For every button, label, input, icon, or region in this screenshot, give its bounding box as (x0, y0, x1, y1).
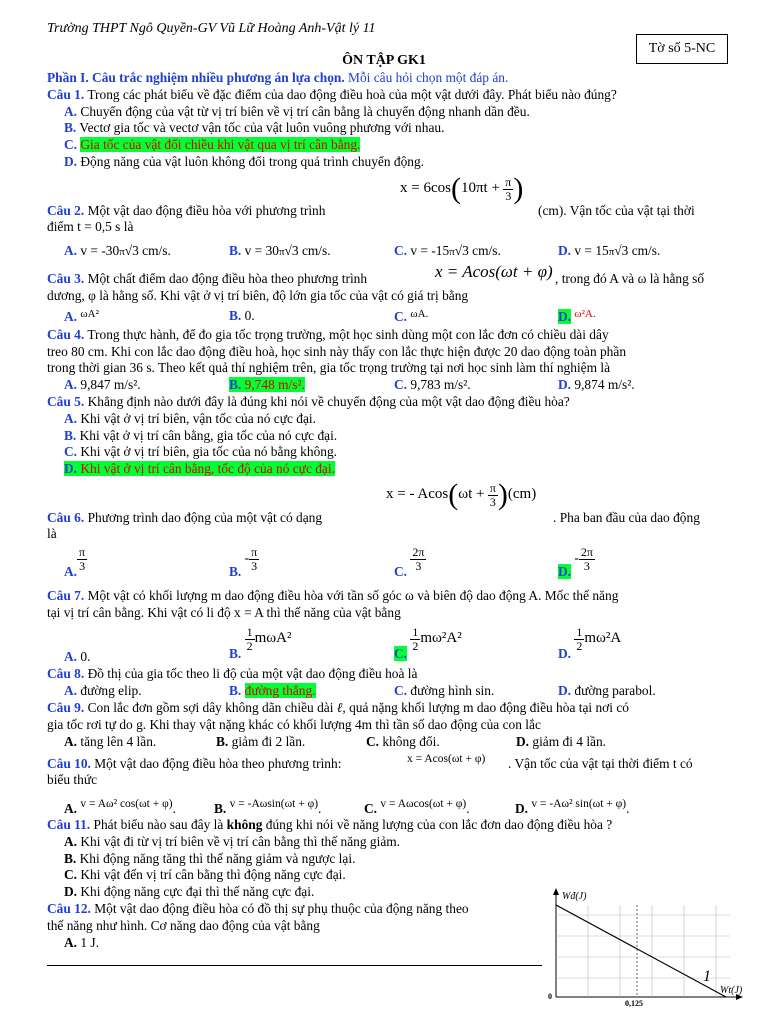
graph-corner-value: 1 (703, 968, 711, 985)
q11-option-d[interactable]: D. Khi động năng cực đại thì thế năng cực đại. (64, 884, 315, 899)
q1-option-b[interactable]: B. Vectơ gia tốc và vectơ vận tốc của vật luôn vuông phương với nhau. (64, 120, 445, 135)
q7-option-b[interactable]: B. $\frac{1}{2}$ mωA² (229, 625, 292, 662)
q3-stem-after: , trong đó A và ω là hằng số (555, 271, 705, 286)
q3-equation: x = Acos(ωt + φ) (435, 262, 553, 281)
q4-option-d[interactable]: D. 9,874 m/s². (558, 377, 635, 392)
q3-option-b[interactable]: B. 0. (229, 308, 255, 323)
graph-y-label: Wđ(J) (562, 891, 587, 902)
q3-stem-line2: dương, φ là hằng số. Khi vật ở vị trí biên, độ lớn gia tốc của vật có giá trị bằng (47, 288, 469, 303)
q12-graph (540, 885, 750, 1010)
q6-equation: x = - Acos(ωt + $\frac{\pi}{3}$ )(cm) (386, 478, 537, 511)
q9-option-b[interactable]: B. giảm đi 2 lần. (216, 734, 306, 749)
q8-option-d[interactable]: D. đường parabol. (558, 683, 656, 698)
q2-stem: Câu 2. Một vật dao động điều hòa với phương trình (47, 203, 326, 218)
q4-stem-line2: treo 80 cm. Khi con lắc dao động điều hoà, học sinh này thấy con lắc thực hiện được 20 dao động toàn phần (47, 344, 627, 359)
q2-equation: x = 6cos(10πt + $\frac{\pi}{3}$ ) (400, 172, 524, 205)
q10-option-d[interactable]: D. v = -Aω² sin(ωt + φ). (515, 798, 630, 816)
q5-option-d[interactable]: D. Khi vật ở vị trí cân bằng, tốc độ của nó cực đại. (64, 461, 335, 476)
q3-option-d[interactable]: D. $^{\omega^2A.}$ (558, 308, 596, 324)
q12-stem: Câu 12. Một vật dao động điều hòa có đồ thị sự phụ thuộc của động năng theo (47, 901, 469, 916)
part1-heading: Phần I. Câu trắc nghiệm nhiều phương án lựa chọn. Mỗi câu hỏi chọn một đáp án. (47, 70, 509, 85)
graph-line (556, 905, 726, 997)
q4-stem-line3: trong thời gian 36 s. Theo kết quả thí nghiệm trên, gia tốc trọng trường tại nơi học sinh làm thí nghiệm là (47, 360, 611, 375)
q7-stem: Câu 7. Một vật có khối lượng m dao động điều hòa với tần số góc ω và biên độ dao động A. Mốc thế năng (47, 588, 619, 603)
q8-option-b[interactable]: B. đường thẳng. (229, 683, 316, 698)
q10-option-a[interactable]: A. v = Aω² cos(ωt + φ). (64, 798, 176, 816)
q7-option-d[interactable]: D. $\frac{1}{2}$ mω²A (558, 625, 622, 662)
q11-option-a[interactable]: A. Khi vật đi từ vị trí biên về vị trí cân bằng thì thế năng giảm. (64, 834, 401, 849)
q5-stem: Câu 5. Khẳng định nào dưới đây là đúng khi nói về chuyển động của một vật dao động điều hòa? (47, 394, 570, 409)
q10-equation: x = Acos(ωt + φ) (407, 753, 486, 765)
q10-option-c[interactable]: C. v = Aωcos(ωt + φ). (364, 798, 470, 816)
q3-stem: Câu 3. Một chất điểm dao động điều hòa theo phương trình (47, 271, 368, 286)
q1-stem: Câu 1. Trong các phát biểu về đặc điểm của dao động điều hoà của một vật dưới đây. Phát biểu nào đúng? (47, 87, 617, 102)
q7-stem-line2: tại vị trí cân bằng. Khi vật có li độ x = A thì thế năng của vật bằng (47, 605, 401, 620)
q2-stem-line2: điểm t = 0,5 s là (47, 219, 134, 234)
q2-stem-after: (cm). Vận tốc của vật tại thời (538, 203, 695, 218)
q9-stem: Câu 9. Con lắc đơn gồm sợi dây không dãn chiều dài ℓ, quả nặng khối lượng m dao động điều hòa tại nơi có (47, 700, 629, 715)
q3-option-c[interactable]: C. $^{\omega A.}$ (394, 308, 429, 324)
graph-origin: 0 (548, 992, 552, 1001)
sheet-number-box: Tờ số 5-NC (636, 34, 728, 64)
q9-option-a[interactable]: A. tăng lên 4 lần. (64, 734, 157, 749)
q11-option-c[interactable]: C. Khi vật đến vị trí cân bằng thì động năng cực đại. (64, 867, 346, 882)
graph-tick-label: 0,125 (625, 999, 643, 1008)
q5-option-b[interactable]: B. Khi vật ở vị trí cân bằng, gia tốc của nó cực đại. (64, 428, 338, 443)
q10-stem: Câu 10. Một vật dao động điều hòa theo phương trình: (47, 756, 342, 771)
q4-option-a[interactable]: A. 9,847 m/s². (64, 377, 141, 392)
q6-stem-after: . Pha ban đầu của dao động (553, 510, 700, 525)
q5-option-a[interactable]: A. Khi vật ở vị trí biên, vận tốc của nó cực đại. (64, 411, 316, 426)
q2-option-d[interactable]: D. v = 15π√3 cm/s. (558, 243, 661, 258)
q1-option-c[interactable]: C. Gia tốc của vật đổi chiều khi vật qua vị trí cân bằng. (64, 137, 361, 152)
q7-option-a[interactable]: A. 0. (64, 649, 91, 664)
q6-option-c[interactable]: C. $\frac{2\pi}{3}$ (394, 545, 425, 580)
q2-option-c[interactable]: C. v = -15π√3 cm/s. (394, 243, 501, 258)
q3-option-a[interactable]: A. $^{\omega A^2}$ (64, 308, 99, 324)
q9-option-d[interactable]: D. giảm đi 4 lần. (516, 734, 607, 749)
q9-option-c[interactable]: C. không đổi. (366, 734, 440, 749)
q4-stem: Câu 4. Trong thực hành, để đo gia tốc trọng trường, một học sinh dùng một con lắc đơn có chiều dài dây (47, 327, 609, 342)
q11-stem: Câu 11. Phát biểu nào sau đây là không đúng khi nói về năng lượng của con lắc đơn dao động điều hòa ? (47, 817, 613, 832)
q7-option-c[interactable]: C. $\frac{1}{2}$ mω²A² (394, 625, 462, 662)
q11-option-b[interactable]: B. Khi động năng tăng thì thế năng giảm và ngược lại. (64, 851, 356, 866)
q2-option-b[interactable]: B. v = 30π√3 cm/s. (229, 243, 331, 258)
graph-y-arrow (553, 888, 559, 895)
q10-stem-line2: biểu thức (47, 772, 98, 787)
q4-option-b[interactable]: B. 9,748 m/s². (229, 377, 305, 392)
q2-option-a[interactable]: A. v = -30π√3 cm/s. (64, 243, 171, 258)
graph-x-label: Wt(J) (720, 985, 743, 996)
q6-stem-line2: là (47, 526, 57, 541)
q9-stem-line2: gia tốc rơi tự do g. Khi thay vật nặng khác có khối lượng 4m thì tần số dao động của con lắc (47, 717, 541, 732)
page-title: ÔN TẬP GK1 (342, 53, 426, 68)
q8-option-a[interactable]: A. đường elip. (64, 683, 142, 698)
q6-stem: Câu 6. Phương trình dao động của một vật có dạng (47, 510, 323, 525)
q4-option-c[interactable]: C. 9,783 m/s². (394, 377, 471, 392)
q10-stem-after: . Vận tốc của vật tại thời điểm t có (508, 756, 693, 771)
q6-option-d[interactable]: D. - $\frac{2\pi}{3}$ (558, 545, 593, 580)
q12-option-a[interactable]: A. 1 J. (64, 935, 99, 950)
q8-stem: Câu 8. Đồ thị của gia tốc theo li độ của một vật dao động điều hoà là (47, 666, 418, 681)
school-header: Trường THPT Ngô Quyền-GV Vũ Lữ Hoàng Anh-Vật lý 11 (47, 21, 376, 36)
q5-option-c[interactable]: C. Khi vật ở vị trí biên, gia tốc của nó bằng không. (64, 444, 338, 459)
q8-option-c[interactable]: C. đường hình sin. (394, 683, 495, 698)
divider-line (47, 965, 542, 966)
q1-option-a[interactable]: A. Chuyển động của vật từ vị trí biên về vị trí cân bằng là chuyển động nhanh dần đều. (64, 104, 530, 119)
q12-stem-line2: thế năng như hình. Cơ năng dao động của vật bằng (47, 918, 320, 933)
q6-option-b[interactable]: B. - $\frac{\pi}{3}$ (229, 545, 258, 580)
q1-option-d[interactable]: D. Động năng của vật luôn không đổi trong quá trình chuyển động. (64, 154, 425, 169)
q10-option-b[interactable]: B. v = -Aωsin(ωt + φ). (214, 798, 322, 816)
q6-option-a[interactable]: A. $\frac{\pi}{3}$ (64, 545, 86, 580)
